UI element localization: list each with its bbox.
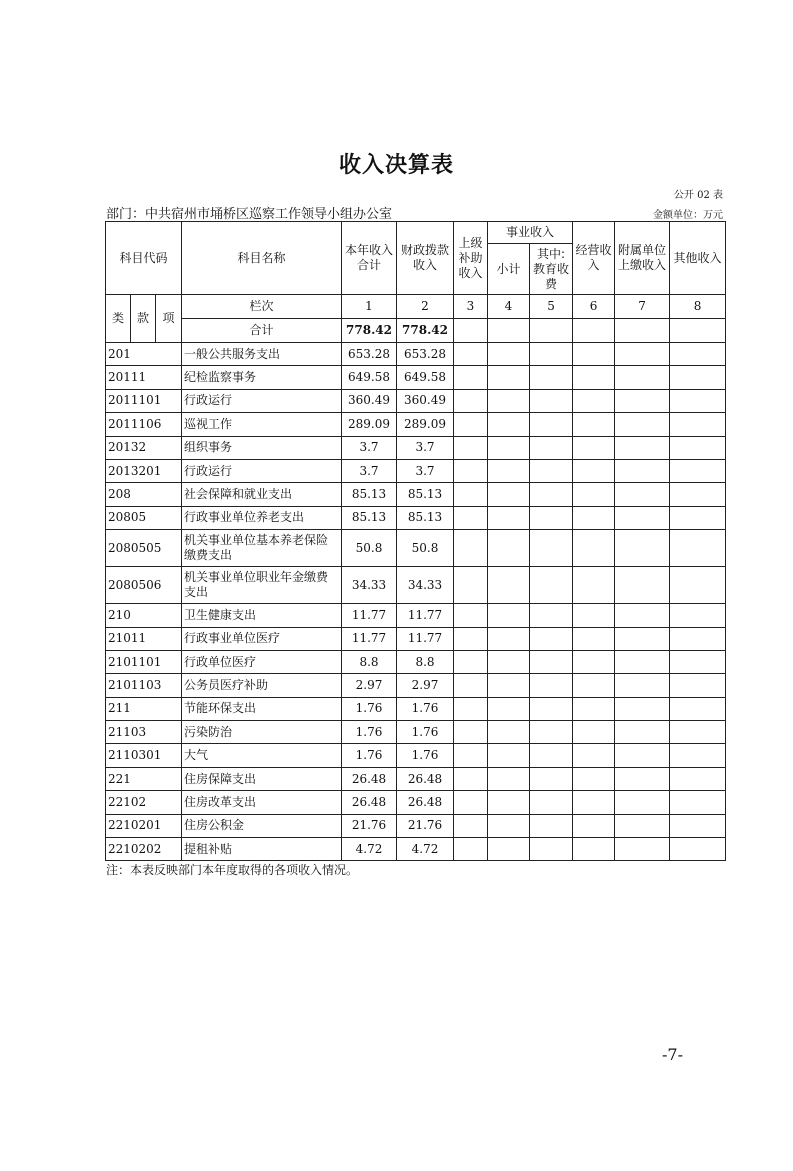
empty-cell [573, 627, 615, 650]
table-row [106, 436, 726, 459]
table-row [106, 459, 726, 482]
empty-cell [454, 838, 488, 861]
empty-cell [530, 366, 573, 389]
row-fiscal: 1.76 [397, 697, 454, 720]
row-total: 1.76 [342, 697, 397, 720]
table-row [106, 744, 726, 767]
header-operating: 经营收入 [573, 222, 615, 295]
header-affiliated: 附属单位上缴收入 [615, 222, 670, 295]
row-fiscal: 11.77 [397, 604, 454, 627]
empty-cell [530, 697, 573, 720]
empty-cell [615, 506, 670, 529]
table-row [106, 814, 726, 837]
empty-cell [488, 767, 530, 790]
row-total: 649.58 [342, 366, 397, 389]
table-row [106, 530, 726, 567]
header-total: 本年收入合计 [342, 222, 397, 295]
empty-cell [530, 319, 573, 343]
empty-cell [670, 366, 726, 389]
row-name: 组织事务 [182, 436, 342, 459]
empty-cell [615, 814, 670, 837]
table-row [106, 838, 726, 861]
row-name: 污染防治 [182, 721, 342, 744]
empty-cell [454, 697, 488, 720]
empty-cell [573, 459, 615, 482]
col-index-6: 6 [573, 295, 615, 319]
empty-cell [670, 343, 726, 366]
row-fiscal: 360.49 [397, 389, 454, 412]
row-fiscal: 21.76 [397, 814, 454, 837]
empty-cell [530, 530, 573, 567]
table-row [106, 767, 726, 790]
empty-cell [670, 814, 726, 837]
empty-cell [615, 791, 670, 814]
row-fiscal: 26.48 [397, 767, 454, 790]
row-code: 20805 [106, 506, 182, 529]
table-row [106, 674, 726, 697]
row-fiscal: 26.48 [397, 791, 454, 814]
empty-cell [530, 791, 573, 814]
empty-cell [454, 319, 488, 343]
row-code: 208 [106, 483, 182, 506]
row-name: 行政运行 [182, 459, 342, 482]
empty-cell [488, 459, 530, 482]
row-fiscal: 8.8 [397, 650, 454, 673]
empty-cell [530, 674, 573, 697]
empty-cell [454, 744, 488, 767]
row-code: 2210201 [106, 814, 182, 837]
empty-cell [573, 343, 615, 366]
row-total: 289.09 [342, 413, 397, 436]
row-fiscal: 653.28 [397, 343, 454, 366]
row-code: 2110301 [106, 744, 182, 767]
empty-cell [488, 650, 530, 673]
empty-cell [615, 604, 670, 627]
empty-cell [573, 604, 615, 627]
table-row [106, 627, 726, 650]
row-name: 巡视工作 [182, 413, 342, 436]
empty-cell [573, 838, 615, 861]
row-total: 1.76 [342, 744, 397, 767]
col-index-7: 7 [615, 295, 670, 319]
row-name: 公务员医疗补助 [182, 674, 342, 697]
report-title: 收入决算表 [338, 153, 454, 178]
header-name: 科目名称 [182, 222, 342, 295]
empty-cell [454, 413, 488, 436]
empty-cell [573, 506, 615, 529]
row-code: 2080505 [106, 530, 182, 567]
row-fiscal: 289.09 [397, 413, 454, 436]
empty-cell [530, 343, 573, 366]
empty-cell [670, 506, 726, 529]
empty-cell [530, 744, 573, 767]
empty-cell [615, 838, 670, 861]
empty-cell [530, 389, 573, 412]
row-total: 26.48 [342, 791, 397, 814]
col-index-5: 5 [530, 295, 573, 319]
empty-cell [488, 413, 530, 436]
empty-cell [573, 319, 615, 343]
empty-cell [573, 767, 615, 790]
empty-cell [530, 604, 573, 627]
empty-cell [573, 650, 615, 673]
empty-cell [670, 838, 726, 861]
row-total: 2.97 [342, 674, 397, 697]
header-code: 科目代码 [106, 222, 182, 295]
col-index-2: 2 [397, 295, 454, 319]
table-row [106, 483, 726, 506]
empty-cell [454, 506, 488, 529]
empty-cell [615, 650, 670, 673]
empty-cell [454, 530, 488, 567]
empty-cell [530, 627, 573, 650]
empty-cell [573, 697, 615, 720]
row-fiscal: 1.76 [397, 721, 454, 744]
empty-cell [573, 530, 615, 567]
col-index-4: 4 [488, 295, 530, 319]
row-fiscal: 85.13 [397, 483, 454, 506]
header-edu: 其中:教育收费 [530, 244, 573, 295]
empty-cell [670, 530, 726, 567]
empty-cell [615, 483, 670, 506]
row-fiscal: 34.33 [397, 567, 454, 604]
row-name: 行政单位医疗 [182, 650, 342, 673]
empty-cell [488, 319, 530, 343]
empty-cell [615, 721, 670, 744]
empty-cell [615, 436, 670, 459]
empty-cell [488, 483, 530, 506]
empty-cell [488, 814, 530, 837]
row-code: 20111 [106, 366, 182, 389]
row-total: 653.28 [342, 343, 397, 366]
row-code: 211 [106, 697, 182, 720]
table-row [106, 604, 726, 627]
row-code: 2080506 [106, 567, 182, 604]
row-fiscal: 11.77 [397, 627, 454, 650]
empty-cell [530, 567, 573, 604]
row-total: 50.8 [342, 530, 397, 567]
header-lanci: 栏次 [182, 295, 342, 319]
empty-cell [488, 604, 530, 627]
empty-cell [615, 319, 670, 343]
row-total: 85.13 [342, 483, 397, 506]
header-other: 其他收入 [670, 222, 726, 295]
col-index-3: 3 [454, 295, 488, 319]
empty-cell [615, 567, 670, 604]
empty-cell [488, 744, 530, 767]
empty-cell [670, 483, 726, 506]
row-fiscal: 1.76 [397, 744, 454, 767]
row-code: 2101101 [106, 650, 182, 673]
header-fiscal: 财政拨款收入 [397, 222, 454, 295]
empty-cell [530, 721, 573, 744]
header-superior: 上级补助收入 [454, 222, 488, 295]
empty-cell [488, 343, 530, 366]
empty-cell [454, 567, 488, 604]
row-code: 201 [106, 343, 182, 366]
empty-cell [488, 838, 530, 861]
row-code: 2101103 [106, 674, 182, 697]
row-total: 85.13 [342, 506, 397, 529]
empty-cell [670, 627, 726, 650]
empty-cell [488, 721, 530, 744]
empty-cell [615, 389, 670, 412]
row-total: 8.8 [342, 650, 397, 673]
row-code: 20132 [106, 436, 182, 459]
empty-cell [454, 791, 488, 814]
row-total: 11.77 [342, 604, 397, 627]
empty-cell [573, 744, 615, 767]
row-code: 22102 [106, 791, 182, 814]
row-name: 卫生健康支出 [182, 604, 342, 627]
empty-cell [530, 413, 573, 436]
empty-cell [454, 814, 488, 837]
form-number: 公开 02 表 [673, 190, 723, 201]
unit-label: 金额单位：万元 [653, 210, 723, 221]
row-name: 节能环保支出 [182, 697, 342, 720]
row-name: 机关事业单位职业年金缴费支出 [182, 567, 342, 604]
row-name: 行政事业单位养老支出 [182, 506, 342, 529]
row-name: 住房公积金 [182, 814, 342, 837]
empty-cell [670, 389, 726, 412]
empty-cell [488, 567, 530, 604]
col-index-8: 8 [670, 295, 726, 319]
empty-cell [573, 674, 615, 697]
empty-cell [670, 674, 726, 697]
empty-cell [670, 697, 726, 720]
row-total: 3.7 [342, 459, 397, 482]
total-sum-value: 778.42 [342, 319, 397, 343]
empty-cell [454, 627, 488, 650]
empty-cell [530, 767, 573, 790]
empty-cell [488, 436, 530, 459]
total-fiscal-value: 778.42 [397, 319, 454, 343]
header-xiang: 项 [156, 295, 182, 343]
empty-cell [615, 744, 670, 767]
row-fiscal: 2.97 [397, 674, 454, 697]
row-name: 机关事业单位基本养老保险缴费支出 [182, 530, 342, 567]
row-fiscal: 3.7 [397, 436, 454, 459]
empty-cell [454, 604, 488, 627]
empty-cell [615, 627, 670, 650]
row-total: 11.77 [342, 627, 397, 650]
empty-cell [454, 483, 488, 506]
empty-cell [573, 389, 615, 412]
row-code: 21103 [106, 721, 182, 744]
table-row [106, 791, 726, 814]
row-total: 3.7 [342, 436, 397, 459]
row-total: 1.76 [342, 721, 397, 744]
empty-cell [670, 791, 726, 814]
row-total: 26.48 [342, 767, 397, 790]
empty-cell [488, 366, 530, 389]
col-index-1: 1 [342, 295, 397, 319]
row-name: 纪检监察事务 [182, 366, 342, 389]
row-name: 住房改革支出 [182, 791, 342, 814]
empty-cell [573, 413, 615, 436]
empty-cell [530, 814, 573, 837]
empty-cell [530, 483, 573, 506]
empty-cell [454, 767, 488, 790]
empty-cell [573, 366, 615, 389]
row-total: 34.33 [342, 567, 397, 604]
header-kuan: 款 [131, 295, 156, 343]
department-label: 部门：中共宿州市埇桥区巡察工作领导小组办公室 [106, 207, 393, 222]
empty-cell [615, 343, 670, 366]
empty-cell [454, 366, 488, 389]
empty-cell [573, 483, 615, 506]
row-name: 社会保障和就业支出 [182, 483, 342, 506]
table-row [106, 567, 726, 604]
table-row [106, 697, 726, 720]
table-row [106, 389, 726, 412]
empty-cell [670, 767, 726, 790]
row-fiscal: 649.58 [397, 366, 454, 389]
table-row [106, 721, 726, 744]
row-name: 提租补贴 [182, 838, 342, 861]
empty-cell [488, 674, 530, 697]
empty-cell [454, 650, 488, 673]
empty-cell [530, 459, 573, 482]
empty-cell [454, 721, 488, 744]
empty-cell [454, 674, 488, 697]
row-fiscal: 50.8 [397, 530, 454, 567]
empty-cell [615, 767, 670, 790]
empty-cell [670, 744, 726, 767]
income-table [105, 221, 726, 861]
empty-cell [530, 506, 573, 529]
empty-cell [573, 721, 615, 744]
empty-cell [615, 674, 670, 697]
empty-cell [530, 650, 573, 673]
empty-cell [573, 436, 615, 459]
row-code: 21011 [106, 627, 182, 650]
table-row [106, 650, 726, 673]
row-name: 一般公共服务支出 [182, 343, 342, 366]
empty-cell [670, 436, 726, 459]
empty-cell [573, 791, 615, 814]
row-code: 2013201 [106, 459, 182, 482]
row-code: 2011106 [106, 413, 182, 436]
empty-cell [488, 791, 530, 814]
empty-cell [454, 389, 488, 412]
total-label: 合计 [182, 319, 342, 343]
empty-cell [454, 436, 488, 459]
row-name: 行政事业单位医疗 [182, 627, 342, 650]
row-total: 21.76 [342, 814, 397, 837]
row-total: 4.72 [342, 838, 397, 861]
empty-cell [530, 838, 573, 861]
row-total: 360.49 [342, 389, 397, 412]
empty-cell [670, 413, 726, 436]
page-number: -7- [662, 1045, 683, 1064]
row-name: 大气 [182, 744, 342, 767]
empty-cell [573, 567, 615, 604]
table-row [106, 343, 726, 366]
empty-cell [670, 319, 726, 343]
table-row [106, 366, 726, 389]
empty-cell [530, 436, 573, 459]
empty-cell [670, 567, 726, 604]
empty-cell [573, 814, 615, 837]
empty-cell [615, 697, 670, 720]
empty-cell [615, 459, 670, 482]
empty-cell [615, 413, 670, 436]
empty-cell [488, 627, 530, 650]
row-code: 2210202 [106, 838, 182, 861]
empty-cell [670, 650, 726, 673]
empty-cell [488, 506, 530, 529]
header-subtotal: 小计 [488, 244, 530, 295]
header-business: 事业收入 [488, 222, 573, 244]
empty-cell [454, 343, 488, 366]
row-code: 221 [106, 767, 182, 790]
row-code: 2011101 [106, 389, 182, 412]
empty-cell [488, 389, 530, 412]
table-row [106, 413, 726, 436]
empty-cell [454, 459, 488, 482]
empty-cell [615, 366, 670, 389]
row-fiscal: 4.72 [397, 838, 454, 861]
header-lei: 类 [106, 295, 131, 343]
row-fiscal: 3.7 [397, 459, 454, 482]
empty-cell [488, 530, 530, 567]
row-code: 210 [106, 604, 182, 627]
empty-cell [670, 459, 726, 482]
row-name: 行政运行 [182, 389, 342, 412]
empty-cell [615, 530, 670, 567]
table-row [106, 506, 726, 529]
empty-cell [670, 721, 726, 744]
empty-cell [488, 697, 530, 720]
table-note: 注：本表反映部门本年度取得的各项收入情况。 [106, 863, 359, 877]
row-name: 住房保障支出 [182, 767, 342, 790]
empty-cell [670, 604, 726, 627]
row-fiscal: 85.13 [397, 506, 454, 529]
